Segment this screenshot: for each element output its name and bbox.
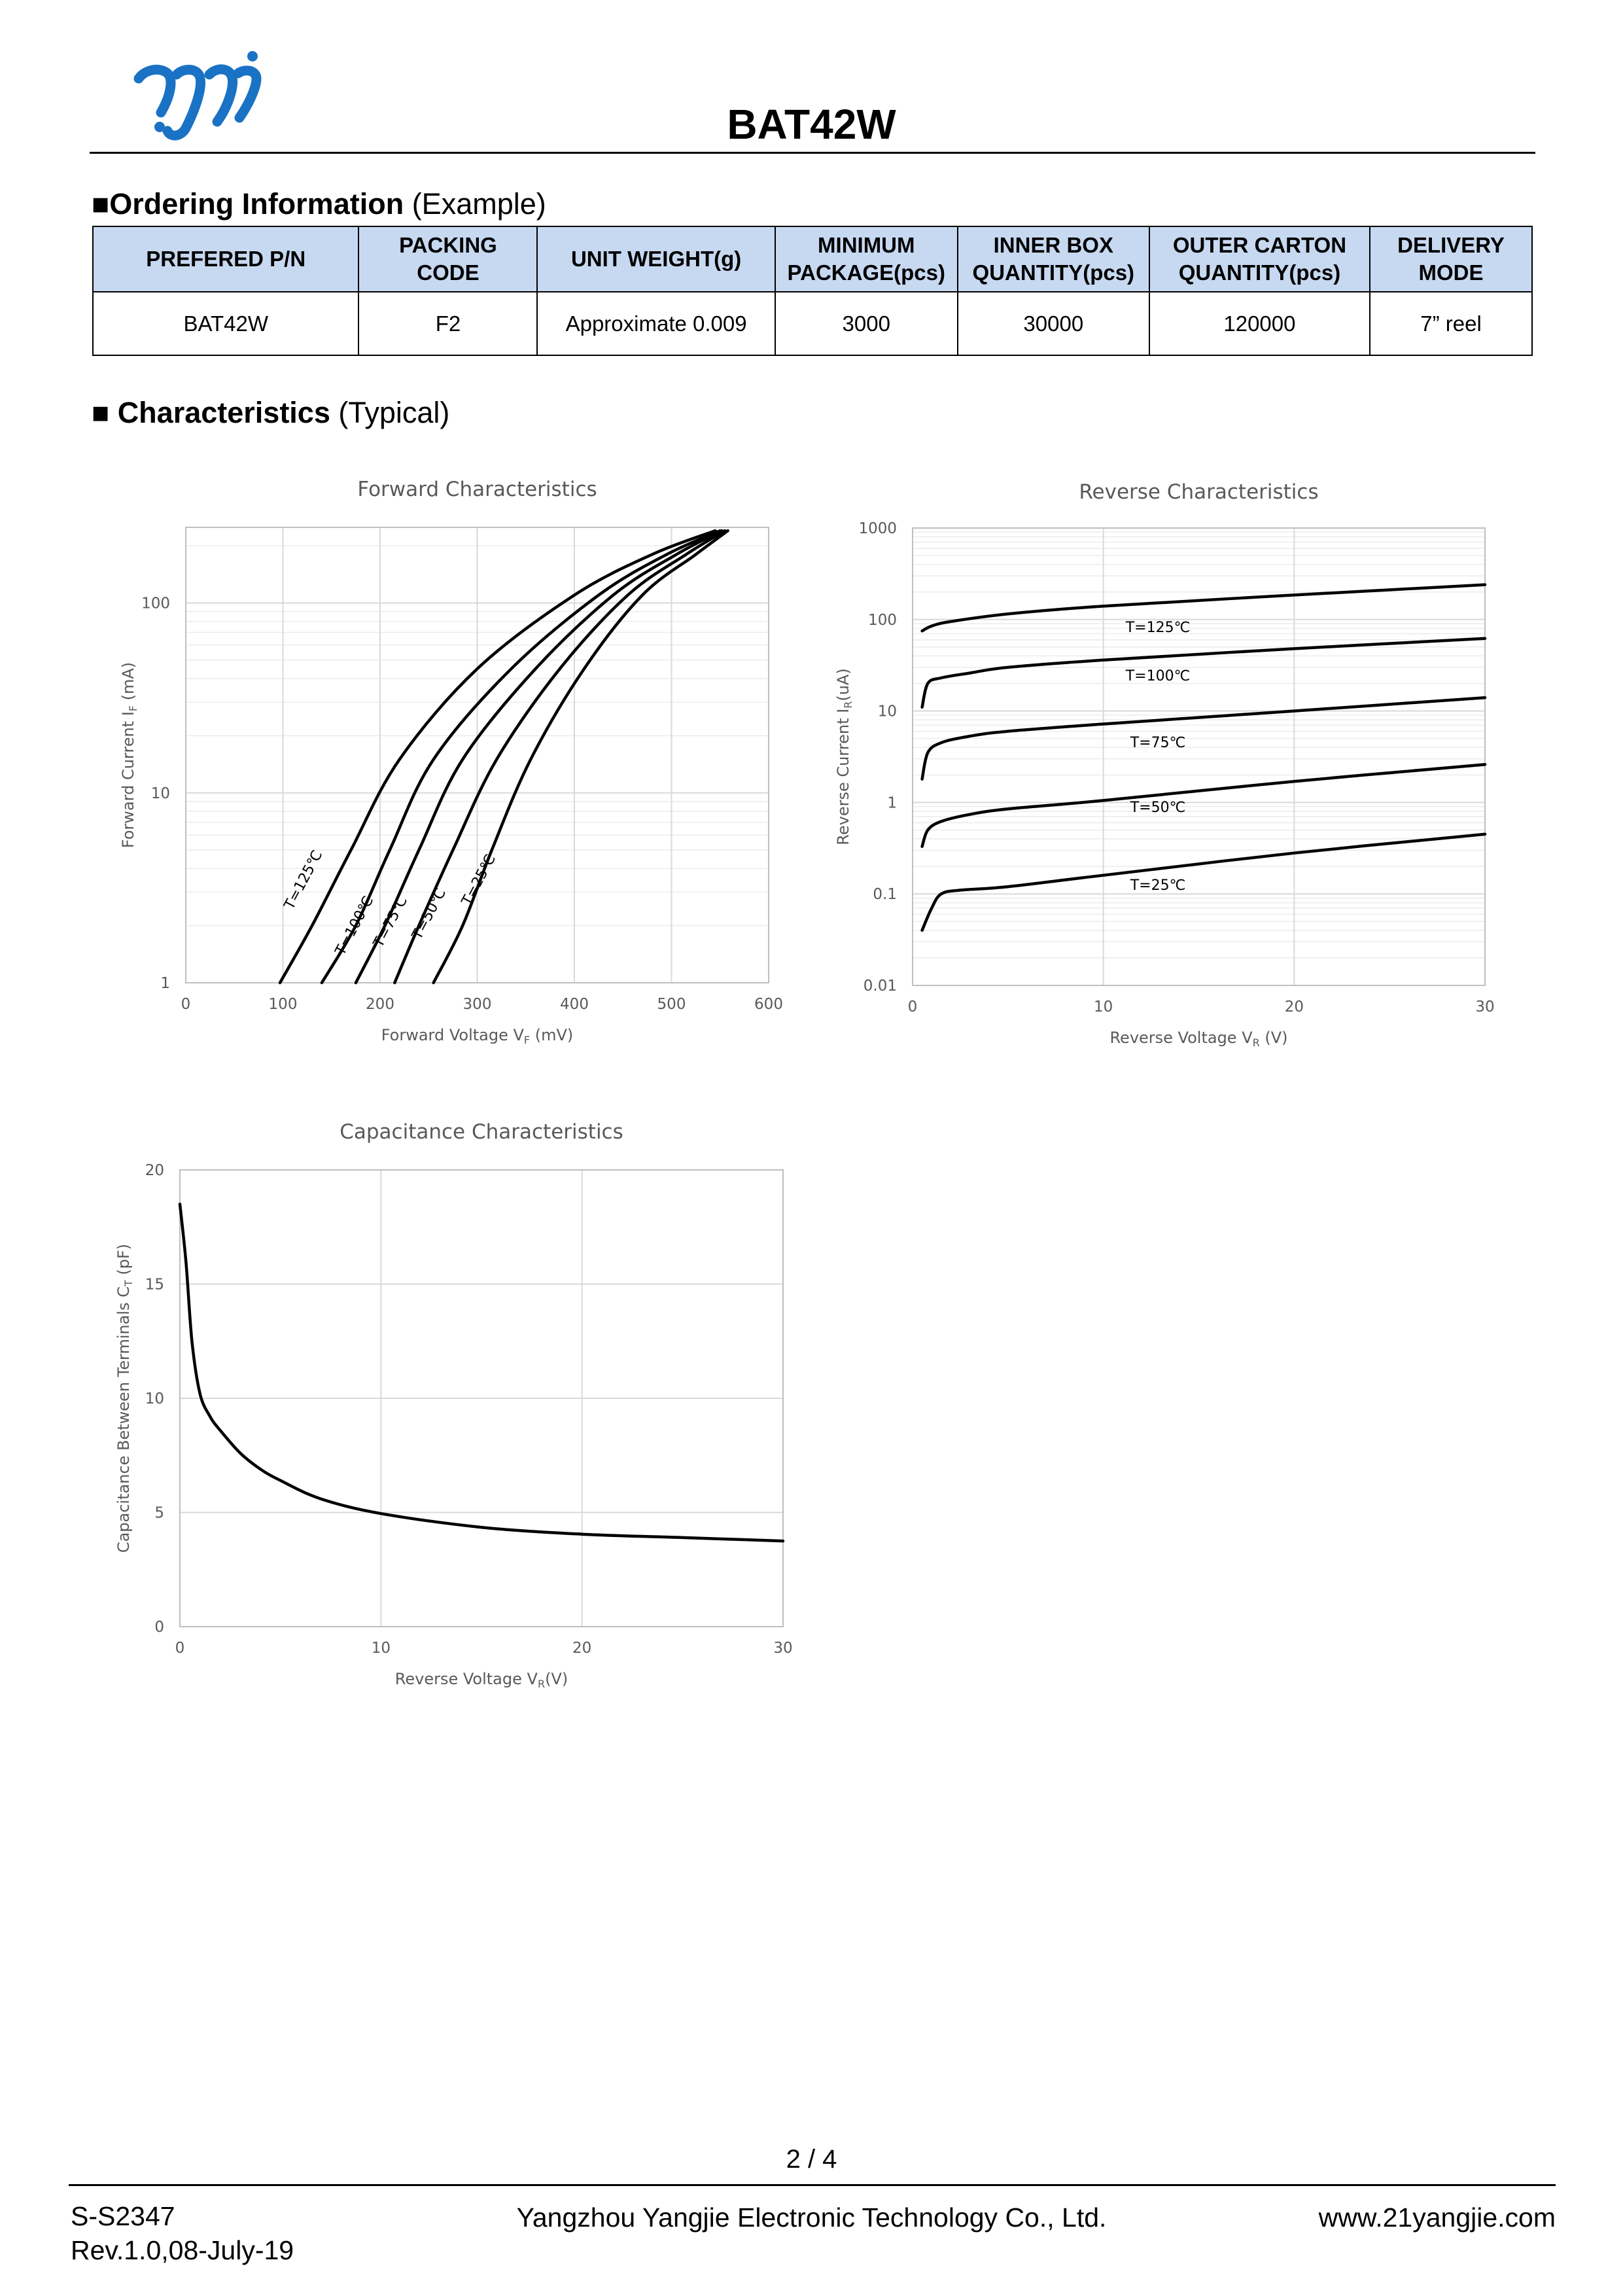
ordering-heading-rest: (Example) [404, 187, 546, 221]
series-line [922, 764, 1485, 846]
y-tick-label: 5 [154, 1504, 164, 1522]
series-label: T=75℃ [370, 893, 411, 951]
website-link[interactable]: www.21yangjie.com [1318, 2202, 1556, 2233]
characteristics-heading-rest: (Typical) [330, 396, 450, 429]
y-tick-label: 100 [141, 595, 170, 612]
x-tick-label: 600 [754, 996, 783, 1013]
series-line [280, 531, 715, 983]
x-tick-label: 10 [371, 1640, 391, 1657]
cell-outer-carton: 120000 [1149, 292, 1370, 355]
doc-id: S-S2347 [71, 2201, 175, 2231]
cell-min-package: 3000 [775, 292, 958, 355]
series-line [356, 531, 722, 983]
forward-plot [119, 478, 783, 1046]
table-row [93, 292, 1532, 355]
y-tick-label: 20 [145, 1162, 164, 1179]
col-header-packing: PACKING CODE [358, 226, 537, 292]
x-axis-title: Forward Voltage $V_F$ (mV) [381, 1026, 574, 1046]
chart-title: Reverse Characteristics [1079, 480, 1319, 504]
y-tick-label: 15 [145, 1276, 164, 1294]
y-tick-label: 100 [868, 611, 897, 629]
series-line [434, 531, 728, 983]
col-header-weight: UNIT WEIGHT(g) [537, 226, 775, 292]
x-tick-label: 20 [1284, 998, 1304, 1016]
y-axis-title: Capacitance Between Terminals $C_T$ (pF) [114, 1243, 135, 1553]
cell-inner-box: 30000 [958, 292, 1149, 355]
y-tick-label: 0.1 [873, 886, 897, 904]
y-tick-label: 10 [877, 703, 897, 720]
series-label: T=125℃ [281, 847, 326, 913]
x-axis-title: Reverse Voltage $V_R$ (V) [1109, 1029, 1288, 1049]
col-header-inner-box: INNER BOX QUANTITY(pcs) [958, 226, 1149, 292]
characteristics-heading: ■ Characteristics (Typical) [92, 396, 450, 429]
series-label: T=25℃ [459, 851, 500, 909]
y-axis-title: Forward Current $I_F$ (mA) [119, 662, 139, 849]
revision: Rev.1.0,08-July-19 [71, 2235, 294, 2265]
x-tick-label: 300 [462, 996, 492, 1013]
ordering-heading: ■Ordering Information (Example) [92, 187, 546, 221]
company-name: Yangzhou Yangjie Electronic Technology Co., Ltd. [516, 2202, 1107, 2233]
x-tick-label: 0 [907, 998, 918, 1016]
series-line [922, 834, 1485, 930]
x-tick-label: 400 [560, 996, 589, 1013]
series-line [322, 531, 720, 983]
y-axis-title: Reverse Current $I_R(uA)$ [834, 668, 854, 845]
series-line [922, 585, 1485, 631]
ordering-table [92, 226, 1533, 356]
y-tick-label: 10 [145, 1390, 164, 1407]
ordering-header-row [93, 226, 1532, 292]
x-tick-label: 10 [1094, 998, 1113, 1016]
characteristics-heading-bold: Characteristics [117, 396, 330, 429]
capacitance-plot [114, 1120, 793, 1690]
x-tick-label: 30 [1475, 998, 1495, 1016]
cell-weight: Approximate 0.009 [537, 292, 775, 355]
series-line [394, 531, 725, 983]
footer-rule [69, 2184, 1556, 2186]
series-label: T=125℃ [1125, 620, 1191, 636]
cell-pn: BAT42W [93, 292, 358, 355]
x-tick-label: 100 [268, 996, 298, 1013]
series-label: T=100℃ [1125, 668, 1191, 684]
x-tick-label: 30 [773, 1640, 793, 1657]
series-label: T=50℃ [1130, 800, 1186, 816]
col-header-pn: PREFERED P/N [93, 226, 358, 292]
cell-packing: F2 [358, 292, 537, 355]
ordering-heading-bold: Ordering Information [109, 187, 404, 221]
y-tick-label: 0.01 [863, 978, 897, 995]
document-title: BAT42W [727, 101, 896, 148]
x-tick-label: 20 [572, 1640, 592, 1657]
x-tick-label: 500 [657, 996, 686, 1013]
series-line [180, 1204, 783, 1541]
y-tick-label: 1 [887, 794, 897, 812]
series-label: T=75℃ [1130, 735, 1186, 751]
x-tick-label: 0 [181, 996, 191, 1013]
reverse-plot [834, 480, 1495, 1049]
series-line [922, 698, 1485, 779]
cell-delivery: 7” reel [1370, 292, 1532, 355]
col-header-outer-carton: OUTER CARTON QUANTITY(pcs) [1149, 226, 1370, 292]
y-tick-label: 0 [154, 1619, 164, 1636]
x-tick-label: 200 [366, 996, 394, 1013]
col-header-min-package: MINIMUM PACKAGE(pcs) [775, 226, 958, 292]
series-line [922, 639, 1485, 707]
plot-frame [913, 528, 1485, 985]
plot-frame [186, 527, 769, 983]
header-rule [90, 152, 1535, 154]
page-number: 2 / 4 [786, 2145, 837, 2174]
x-axis-title: Reverse Voltage $V_R(V)$ [394, 1670, 568, 1690]
y-tick-label: 1000 [858, 520, 897, 537]
series-label: T=25℃ [1130, 877, 1186, 894]
col-header-delivery: DELIVERY MODE [1370, 226, 1532, 292]
chart-title: Capacitance Characteristics [340, 1120, 623, 1144]
chart-title: Forward Characteristics [357, 478, 597, 501]
series-label: T=100℃ [332, 893, 377, 959]
plot-frame [180, 1170, 783, 1627]
y-tick-label: 1 [160, 975, 170, 992]
y-tick-label: 10 [150, 785, 170, 802]
x-tick-label: 0 [175, 1640, 185, 1657]
series-label: T=50℃ [409, 885, 450, 943]
